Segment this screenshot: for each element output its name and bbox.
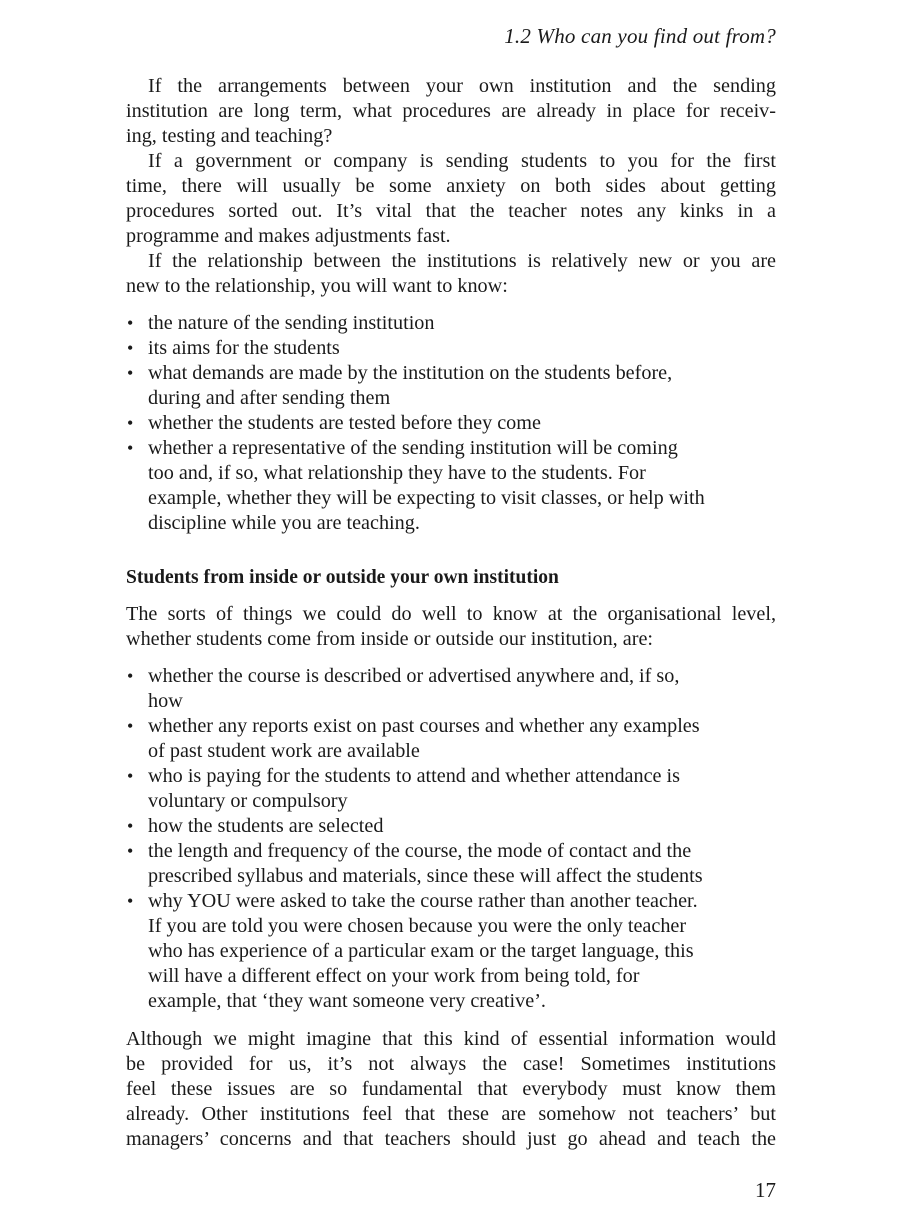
list-item	[126, 664, 786, 714]
text-line: whether any reports exist on past courses and whether any examples	[148, 715, 700, 737]
text-line: too and, if so, what relationship they have to the students. For	[148, 462, 646, 484]
text-line: procedures sorted out. It’s vital that the teacher notes any kinks in a	[126, 200, 776, 222]
text-line: will have a different effect on your work from being told, for	[148, 965, 640, 987]
text-line: whether students come from inside or outside our institution, are:	[126, 628, 654, 650]
text-line: ing, testing and teaching?	[126, 125, 333, 147]
text-line: the length and frequency of the course, the mode of contact and the	[148, 840, 692, 862]
bullet-icon: •	[127, 413, 134, 433]
text-line: voluntary or compulsory	[148, 790, 348, 812]
text-line: If the arrangements between your own institution and the sending	[148, 75, 776, 97]
list-item	[126, 361, 776, 411]
text-line: what demands are made by the institution on the students before,	[148, 362, 673, 384]
list-item	[126, 714, 786, 764]
intro-paragraph-3	[126, 249, 776, 299]
bullet-icon: •	[127, 363, 134, 383]
text-line: of past student work are available	[148, 740, 420, 762]
text-line: If you are told you were chosen because you were the only teacher	[148, 915, 687, 937]
bullet-icon: •	[127, 313, 134, 333]
list-item	[126, 764, 786, 814]
text-line: how the students are selected	[148, 815, 384, 837]
text-line: feel these issues are so fundamental that everybody must know them	[126, 1078, 776, 1100]
text-line: institution are long term, what procedures are already in place for receiv-	[126, 100, 776, 122]
text-line: the nature of the sending institution	[148, 312, 435, 334]
bullet-icon: •	[127, 338, 134, 358]
text-line: its aims for the students	[148, 337, 340, 359]
text-line: be provided for us, it’s not always the case! Sometimes institutions	[126, 1053, 776, 1075]
text-line: whether a representative of the sending institution will be coming	[148, 437, 678, 459]
text-line: If the relationship between the institutions is relatively new or you are	[148, 250, 776, 272]
bullet-icon: •	[127, 891, 134, 911]
list-item	[126, 839, 786, 889]
intro-paragraph-2	[126, 149, 776, 249]
list-item	[126, 411, 776, 436]
text-line: The sorts of things we could do well to know at the organisational level,	[126, 603, 776, 625]
bullet-list-organisational	[126, 664, 786, 1014]
section-intro-paragraph	[126, 602, 776, 652]
text-line: programme and makes adjustments fast.	[126, 225, 451, 247]
bullet-icon: •	[127, 666, 134, 686]
text-line: managers’ concerns and that teachers should just go ahead and teach the	[126, 1128, 776, 1150]
list-item	[126, 336, 776, 361]
page-number: 17	[755, 1178, 776, 1202]
text-line: time, there will usually be some anxiety on both sides about getting	[126, 175, 776, 197]
text-line: whether the students are tested before they come	[148, 412, 541, 434]
text-line: why YOU were asked to take the course rather than another teacher.	[148, 890, 698, 912]
bullet-icon: •	[127, 766, 134, 786]
list-item	[126, 814, 786, 839]
bullet-icon: •	[127, 716, 134, 736]
text-line: whether the course is described or advertised anywhere and, if so,	[148, 665, 680, 687]
running-head: 1.2 Who can you find out from?	[504, 24, 776, 48]
text-line: already. Other institutions feel that these are somehow not teachers’ but	[126, 1103, 776, 1125]
text-line: discipline while you are teaching.	[148, 512, 420, 534]
text-line: prescribed syllabus and materials, since these will affect the students	[148, 865, 703, 887]
text-line: how	[148, 690, 183, 712]
bullet-icon: •	[127, 816, 134, 836]
list-item	[126, 889, 786, 1014]
text-line: example, that ‘they want someone very creative’.	[148, 990, 546, 1012]
text-line: Although we might imagine that this kind of essential information would	[126, 1028, 776, 1050]
section-heading: Students from inside or outside your own institution	[126, 567, 559, 588]
text-line: who is paying for the students to attend and whether attendance is	[148, 765, 681, 787]
bullet-list-sending-institution	[126, 311, 776, 536]
text-line: during and after sending them	[148, 387, 391, 409]
text-line: new to the relationship, you will want to know:	[126, 275, 508, 297]
closing-paragraph	[126, 1027, 776, 1152]
list-item	[126, 436, 776, 536]
bullet-icon: •	[127, 841, 134, 861]
text-line: who has experience of a particular exam or the target language, this	[148, 940, 694, 962]
intro-paragraph-1	[126, 74, 776, 149]
text-line: If a government or company is sending students to you for the first	[148, 150, 776, 172]
text-line: example, whether they will be expecting to visit classes, or help with	[148, 487, 705, 509]
list-item	[126, 311, 776, 336]
bullet-icon: •	[127, 438, 134, 458]
